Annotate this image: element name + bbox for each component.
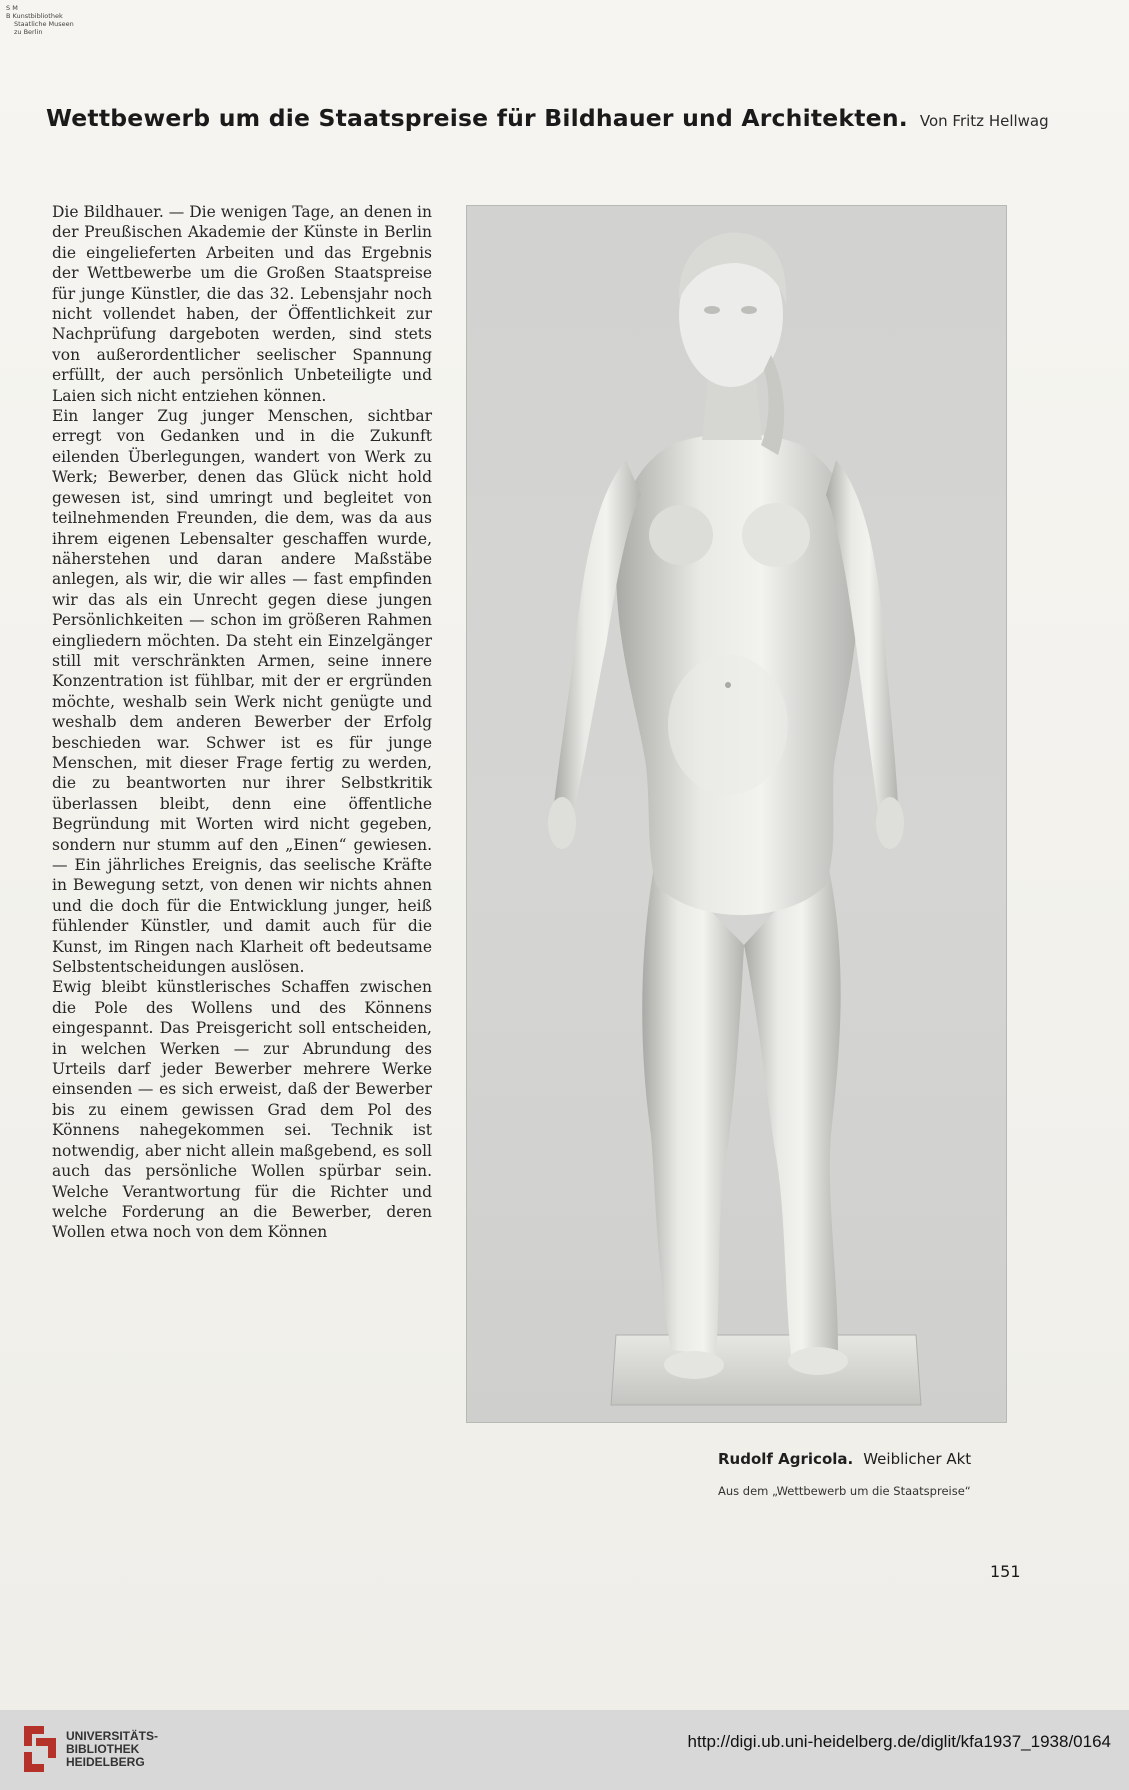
stamp-line: B Kunstbibliothek xyxy=(6,12,63,20)
footer-bar xyxy=(0,1710,1129,1790)
stamp-line: S M xyxy=(6,4,18,12)
permalink-url[interactable]: http://digi.ub.uni-heidelberg.de/diglit/kfa1937_1938/0164 xyxy=(687,1732,1111,1751)
sculpture-figure xyxy=(466,205,1007,1423)
sculpture-photo xyxy=(466,205,1007,1423)
article-body xyxy=(52,202,432,1243)
stamp-line: zu Berlin xyxy=(14,28,43,36)
caption-source: Aus dem „Wettbewerb um die Staatspreise“ xyxy=(718,1484,971,1498)
library-logo-icon[interactable] xyxy=(20,1722,60,1782)
caption-artist: Rudolf Agricola. xyxy=(718,1450,854,1468)
library-stamp xyxy=(6,4,96,36)
logo-line: UNIVERSITÄTS- xyxy=(66,1729,159,1743)
page-number: 151 xyxy=(990,1562,1021,1581)
figure-caption xyxy=(718,1450,1018,1468)
article-paragraph: Ewig bleibt künstlerisches Schaffen zwischen die Pole des Wollens und des Könnens eingespannt. Das Preisgericht soll entscheiden, in welchen Werken — zur Abrundung des Urteils darf jeder Bewerber mehrere Werke einsenden — es sich erweist, daß der Bewerber bis zu einem gewissen Grad dem Pol des Könnens nahegekommen sei. Technik ist notwendig, aber nicht allein maßgebend, es soll auch das persönliche Wollen spürbar sein. Welche Verantwortung für die Richter und welche Forderung an die Bewerber, deren Wollen etwa noch von dem Können xyxy=(52,978,432,1242)
article-headline xyxy=(46,104,1049,132)
caption-work: Weiblicher Akt xyxy=(863,1450,972,1468)
article-paragraph: Ein langer Zug junger Menschen, sichtbar erregt von Gedanken und in die Zukunft eilenden Überlegungen, wandert von Werk zu Werk; Bewerber, denen das Glück nicht hold gewesen ist, sind umringt und begleitet von teilnehmenden Freunden, die dem, was da aus ihrem eigenen Lebensalter geschaffen wurde, näherstehen und daran andere Maßstäbe anlegen, als wir, die wir alles — fast empfinden wir das als ein Unrecht gegen diese jungen Persönlichkeiten — schon im größeren Rahmen eingliedern möchten. Da steht ein Einzelgänger still mit verschränkten Armen, seine innere Konzentration ist fühlbar, mit der er ergründen möchte, weshalb sein Werk nicht genügte und weshalb dem anderen Bewerber der Erfolg beschieden war. Schwer ist es für junge Menschen, mit dieser Frage fertig zu werden, die zu beantworten nur ihrer Selbstkritik überlassen bleibt, denn eine öffentliche Begründung mit Worten wird nicht gegeben, sondern nur stumm auf den „Einen“ gewiesen.— Ein jährliches Ereignis, das seelische Kräfte in Bewegung setzt, von denen wir nichts ahnen und die doch für die Entwicklung junger, heiß fühlender Künstler, und damit auch für die Kunst, im Ringen nach Klarheit oft bedeutsame Selbstentscheidungen auslösen. xyxy=(52,407,432,977)
library-logo-text[interactable] xyxy=(66,1730,158,1769)
article-title: Wettbewerb um die Staatspreise für Bildhauer und Architekten. xyxy=(46,104,908,132)
article-paragraph: Die Bildhauer. — Die wenigen Tage, an denen in der Preußischen Akademie der Künste in Berlin die eingelieferten Arbeiten und das Ergebnis der Wettbewerbe um die Großen Staatspreise für junge Künstler, die das 32. Lebensjahr noch nicht vollendet haben, der Öffentlichkeit zur Nachprüfung dargeboten werden, sind stets von außerordentlicher seelischer Spannung erfüllt, der auch persönlich Unbeteiligte und Laien sich nicht entziehen können. xyxy=(52,203,432,405)
article-author: Von Fritz Hellwag xyxy=(919,112,1049,130)
logo-line: HEIDELBERG xyxy=(66,1755,145,1769)
logo-line: BIBLIOTHEK xyxy=(66,1742,140,1756)
stamp-line: Staatliche Museen xyxy=(14,20,74,28)
